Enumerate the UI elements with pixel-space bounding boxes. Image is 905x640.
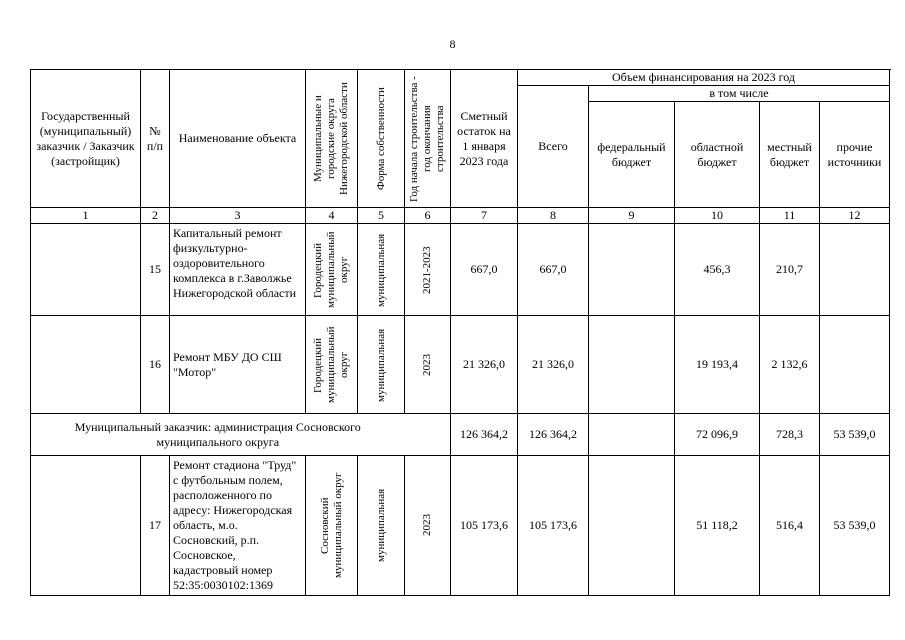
balance: 667,0 bbox=[451, 224, 518, 316]
column-number: 11 bbox=[760, 208, 820, 224]
balance: 105 173,6 bbox=[451, 456, 518, 596]
group-empty-cell bbox=[405, 414, 451, 456]
column-number: 12 bbox=[820, 208, 890, 224]
column-number: 4 bbox=[306, 208, 358, 224]
years: 2023 bbox=[421, 514, 433, 537]
group-local: 728,3 bbox=[760, 414, 820, 456]
years: 2021-2023 bbox=[421, 245, 433, 294]
row-num: 17 bbox=[141, 456, 170, 596]
header-federal: федеральный бюджет bbox=[589, 102, 675, 208]
ownership: муниципальная bbox=[374, 232, 387, 307]
total: 21 326,0 bbox=[518, 316, 589, 414]
column-number: 10 bbox=[675, 208, 760, 224]
header-local: местный бюджет bbox=[760, 102, 820, 208]
column-number: 1 bbox=[31, 208, 141, 224]
federal bbox=[589, 224, 675, 316]
municipality-cell bbox=[306, 316, 358, 414]
regional: 51 118,2 bbox=[675, 456, 760, 596]
row-num: 16 bbox=[141, 316, 170, 414]
header-ownership: Форма собственности bbox=[374, 87, 387, 190]
header-financing-group: Объем финансирования на 2023 год bbox=[518, 70, 890, 86]
group-total: 126 364,2 bbox=[518, 414, 589, 456]
page-number: 8 bbox=[449, 37, 456, 51]
ownership: муниципальная bbox=[374, 488, 387, 563]
federal bbox=[589, 316, 675, 414]
group-regional: 72 096,9 bbox=[675, 414, 760, 456]
object-name: Капитальный ремонт физкультурно-оздоровительного комплекса в г.Заволжье Нижегородской области bbox=[170, 224, 306, 316]
column-number: 2 bbox=[141, 208, 170, 224]
header-years: Год начала строительства - год окончания строительства bbox=[408, 75, 446, 202]
header-customer: Государственный (муниципальный) заказчик / Заказчик (застройщик) bbox=[31, 70, 141, 208]
municipality-cell bbox=[306, 456, 358, 596]
object-name: Ремонт стадиона "Труд" с футбольным полем, расположенного по адресу: Нижегородская область, м.о. Сосновский, р.п. Сосновское, кадастровый номер 52:35:0030102:1369 bbox=[170, 456, 306, 596]
ownership-cell bbox=[358, 456, 405, 596]
financing-table bbox=[30, 69, 890, 596]
municipality-cell bbox=[306, 224, 358, 316]
header-regional: областной бюджет bbox=[675, 102, 760, 208]
table-row bbox=[31, 316, 890, 414]
ownership: муниципальная bbox=[374, 327, 387, 402]
regional: 19 193,4 bbox=[675, 316, 760, 414]
header-municipality: Муниципальные и городские округа Нижегородской области bbox=[312, 82, 350, 195]
group-federal bbox=[589, 414, 675, 456]
total: 105 173,6 bbox=[518, 456, 589, 596]
customer-cell bbox=[31, 316, 141, 414]
group-row bbox=[31, 414, 890, 456]
column-number: 8 bbox=[518, 208, 589, 224]
column-number: 5 bbox=[358, 208, 405, 224]
table-row bbox=[31, 224, 890, 316]
ownership-cell bbox=[358, 316, 405, 414]
total: 667,0 bbox=[518, 224, 589, 316]
balance: 21 326,0 bbox=[451, 316, 518, 414]
group-label: Муниципальный заказчик: администрация Сосновского муниципального округа bbox=[31, 414, 405, 456]
group-other: 53 539,0 bbox=[820, 414, 890, 456]
customer-cell bbox=[31, 456, 141, 596]
municipality: Сосновский муниципальный округ bbox=[318, 472, 344, 579]
table-row bbox=[31, 456, 890, 596]
header-other: прочие источники bbox=[820, 102, 890, 208]
header-balance: Сметный остаток на 1 января 2023 года bbox=[451, 70, 518, 208]
column-number: 3 bbox=[170, 208, 306, 224]
row-num: 15 bbox=[141, 224, 170, 316]
header-object-name: Наименование объекта bbox=[170, 70, 306, 208]
header-years-cell bbox=[405, 70, 451, 208]
regional: 456,3 bbox=[675, 224, 760, 316]
local: 516,4 bbox=[760, 456, 820, 596]
years: 2023 bbox=[421, 353, 433, 376]
years-cell bbox=[405, 456, 451, 596]
header-municipality-cell bbox=[306, 70, 358, 208]
other bbox=[820, 224, 890, 316]
local: 2 132,6 bbox=[760, 316, 820, 414]
group-balance: 126 364,2 bbox=[451, 414, 518, 456]
federal bbox=[589, 456, 675, 596]
years-cell bbox=[405, 316, 451, 414]
object-name: Ремонт МБУ ДО СШ "Мотор" bbox=[170, 316, 306, 414]
ownership-cell bbox=[358, 224, 405, 316]
header-num: № п/п bbox=[141, 70, 170, 208]
customer-cell bbox=[31, 224, 141, 316]
column-number: 9 bbox=[589, 208, 675, 224]
municipality: Городецкий муниципальный округ bbox=[312, 231, 350, 308]
other: 53 539,0 bbox=[820, 456, 890, 596]
header-including: в том числе bbox=[589, 86, 890, 102]
column-number: 7 bbox=[451, 208, 518, 224]
municipality: Городецкий муниципальный округ bbox=[312, 326, 350, 403]
other bbox=[820, 316, 890, 414]
header-ownership-cell bbox=[358, 70, 405, 208]
column-number: 6 bbox=[405, 208, 451, 224]
local: 210,7 bbox=[760, 224, 820, 316]
years-cell bbox=[405, 224, 451, 316]
header-total: Всего bbox=[518, 86, 589, 208]
